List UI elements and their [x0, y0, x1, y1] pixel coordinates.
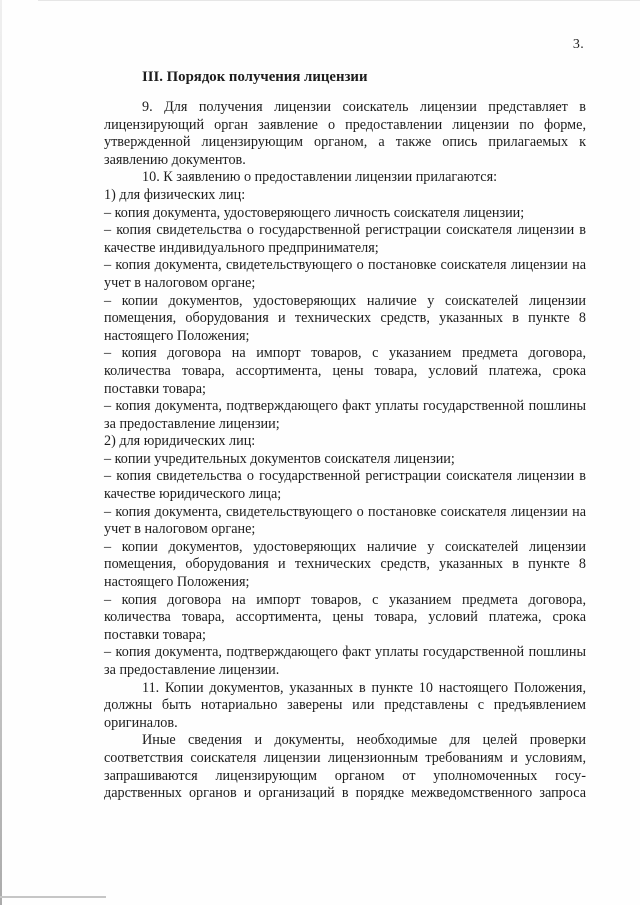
- list-item-dash: – копия документа, подтверждающего факт уплаты государственной пошлины за предоставление лицензии;: [104, 398, 586, 432]
- list-item-numbered: 1) для физических лиц:: [104, 186, 246, 203]
- list-item-numbered: 2) для юридических лиц:: [104, 433, 256, 450]
- list-item-dash: – копия документа, удостоверяющего личность соискателя лицензии;: [104, 204, 525, 221]
- paragraph: Иные сведения и документы, необходимые для целей проверки соответствия соискателя лицензии лицензионным требованиям и условиям, запрашиваются лицензирующим органом от уполномоченных государственных органов и организаций в порядке межведомственного запроса: [104, 732, 586, 802]
- list-item-dash: – копии учредительных документов соискателя лицензии;: [104, 450, 455, 467]
- list-item-dash: – копии документов, удостоверяющих наличие у соискателей лицензии помещения, оборудования и технических средств, указанных в пункте 8 настоящего Положения;: [104, 538, 586, 591]
- paragraph: 9. Для получения лицензии соискатель лицензии представляет в лицензирующий орган заявление о предоставлении лицензии по форме, утвержденной лицензирующим органом, а также опись прилагаемых к заявлению документов.: [104, 99, 586, 168]
- document-body: [104, 99, 586, 803]
- list-item-dash: – копия документа, подтверждающего факт уплаты государственной пошлины за предоставление лицензии.: [104, 644, 586, 678]
- page-number: 3.: [572, 37, 584, 52]
- scan-edge-left: [0, 0, 2, 905]
- list-item-dash: – копия документа, свидетельствующего о постановке соискателя лицензии на учет в налоговом органе;: [104, 257, 586, 291]
- list-item-dash: – копии документов, удостоверяющих наличие у соискателей лицензии помещения, оборудования и технических средств, указанных в пункте 8 настоящего Положения;: [104, 292, 586, 344]
- scan-artifact-line: [0, 896, 106, 898]
- section-heading: III. Порядок получения лицензии: [142, 69, 368, 85]
- scan-edge-top: [38, 0, 640, 1]
- list-item-dash: – копия свидетельства о государственной регистрации соискателя лицензии в качестве юридического лица;: [104, 468, 586, 503]
- list-item-dash: – копия документа, свидетельствующего о постановке соискателя лицензии на учет в налоговом органе;: [104, 503, 586, 538]
- paragraph: 11. Копии документов, указанных в пункте 10 настоящего Положения, должны быть нотариально заверены или представлены с предъявлением оригиналов.: [104, 679, 586, 731]
- list-item-dash: – копия договора на импорт товаров, с указанием предмета договора, количества товара, ассортимента, цены товара, условий платежа, срока поставки товара;: [104, 345, 586, 397]
- list-item-dash: – копия свидетельства о государственной регистрации соискателя лицензии в качестве индивидуального предпринимателя;: [104, 222, 586, 256]
- list-item-dash: – копия договора на импорт товаров, с указанием предмета договора, количества товара, ассортимента, цены товара, условий платежа, срока поставки товара;: [104, 591, 586, 643]
- paragraph: 10. К заявлению о предоставлении лицензии прилагаются:: [142, 169, 498, 186]
